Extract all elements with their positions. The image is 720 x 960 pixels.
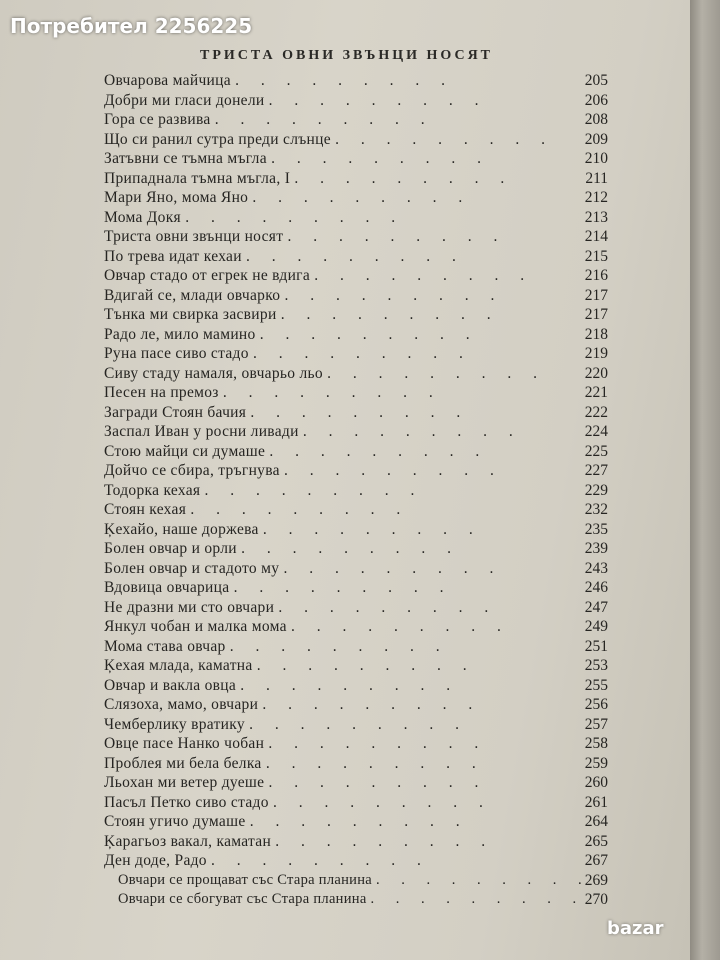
toc-leader-dots: . . . . . . . . .: [287, 228, 507, 245]
toc-entry-title-text: Затъвни се тъмна мъгла: [104, 150, 267, 167]
page-edge: [690, 0, 720, 960]
toc-entry-title-text: Не дразни ми сто овчари: [104, 598, 275, 616]
toc-entry-page: 243: [584, 559, 608, 577]
toc-entry-title: [104, 638, 449, 656]
toc-entry-title-text: По трева идат кехаи: [104, 247, 242, 265]
toc-entry-title: [104, 657, 476, 675]
toc-entry-title: [118, 872, 591, 889]
toc-entry-page: 247: [584, 598, 608, 616]
toc-entry: [104, 833, 608, 853]
toc-entry-title-text: Вдигай се, млади овчарко: [104, 286, 281, 304]
toc-entry-page: 235: [584, 520, 608, 538]
toc-entry: [104, 774, 608, 794]
toc-entry-title: [104, 443, 488, 461]
toc-entry: [104, 638, 608, 658]
toc-entry-page: 214: [584, 228, 608, 245]
toc-entry-title: [104, 716, 468, 734]
toc-entry-title-text: Мома става овчар: [104, 637, 226, 655]
toc-leader-dots: . . . . . . . . .: [294, 169, 514, 187]
toc-entry-title-text: Загради Стоян бачия: [104, 403, 247, 421]
toc-entry-page: 265: [584, 832, 608, 850]
toc-entry-title-text: Овчар стадо от егрек не вдига: [104, 267, 311, 284]
toc-entry-title: [104, 833, 494, 851]
toc-entry-page: 209: [584, 130, 608, 148]
toc-entry-title-text: Ķехая млада, каматна: [104, 657, 253, 674]
toc-entry-title: [104, 365, 546, 383]
toc-entry-page: 221: [584, 384, 608, 401]
toc-entry: [104, 735, 608, 755]
toc-entry-title-text: Песен на премоз: [104, 384, 219, 401]
toc-entry-page: 217: [584, 306, 608, 323]
toc-entry-title: [104, 92, 488, 110]
toc-leader-dots: . . . . . . . . .: [262, 696, 482, 713]
toc-entry-title: [104, 209, 404, 227]
toc-entry: [104, 462, 608, 482]
toc-entry-title-text: Заспал Иван у росни ливади: [104, 423, 299, 440]
toc-entry: [104, 365, 608, 385]
toc-entry: [104, 443, 608, 463]
toc-entry-page: 239: [584, 540, 608, 557]
toc-leader-dots: . . . . . . . . .: [211, 852, 430, 869]
toc-entry-title: [104, 462, 503, 480]
toc-entry: [104, 599, 608, 619]
toc-entry-title: [104, 228, 506, 246]
user-watermark: Потребител 2256225: [10, 14, 253, 38]
toc-entry: [104, 482, 608, 502]
toc-entry: [104, 677, 608, 697]
toc-entry: [104, 92, 608, 112]
toc-entry-title-text: Стоян угичо думаше: [104, 813, 246, 830]
toc-entry: [104, 384, 608, 404]
toc-entry: [104, 501, 608, 521]
toc-entry-title-text: Овчар и вакла овца: [104, 676, 237, 694]
toc-entry: [104, 267, 608, 287]
toc-entry-title-text: Стоян кехая: [104, 501, 187, 518]
toc-leader-dots: . . . . . . . . .: [185, 208, 405, 226]
toc-entry-title: [104, 423, 522, 441]
toc-entry-title: [104, 560, 502, 578]
toc-entry-title: [104, 345, 472, 363]
toc-entry-title-text: Пасъл Петко сиво стадо: [104, 793, 269, 811]
toc-entry: [104, 813, 608, 833]
toc-entry-page: 219: [584, 345, 608, 362]
toc-entry: [104, 131, 608, 151]
toc-entry-title-text: Ден доде, Радо: [104, 852, 207, 869]
toc-entry-title: [104, 618, 510, 636]
toc-leader-dots: . . . . . . . . .: [272, 793, 492, 811]
toc-entry-page: 229: [584, 481, 608, 499]
toc-entry-page: 224: [584, 423, 608, 440]
toc-entry-title: [104, 677, 459, 695]
toc-entry-title-text: Овце пасе Нанко чобан: [104, 735, 265, 752]
toc-entry-page: 220: [584, 364, 608, 382]
toc-entry-title-text: Руна пасе сиво стадо: [104, 345, 249, 362]
toc-entry-title-text: Триста овни звънци носят: [104, 228, 284, 245]
toc-entry-title: [104, 267, 533, 285]
toc-entry-title-text: Мома Докя: [104, 208, 181, 226]
toc-leader-dots: . . . . . . . . .: [214, 111, 434, 128]
toc-leader-dots: . . . . . . . . .: [249, 715, 468, 733]
toc-entry: [104, 618, 608, 638]
toc-entry: [104, 423, 608, 443]
toc-leader-dots: . . . . . . . . .: [229, 637, 449, 655]
toc-entry-title-text: Добри ми гласи донели: [104, 91, 265, 109]
toc-entry: [104, 404, 608, 424]
toc-entry-title: [104, 248, 465, 266]
toc-entry-title: [104, 540, 460, 558]
toc-entry-page: 206: [584, 91, 608, 109]
toc-entry-title-text: Ķехайо, наше доржева: [104, 520, 259, 538]
toc-leader-dots: . . . . . . . . .: [284, 286, 504, 304]
toc-leader-dots: . . . . . . . . .: [250, 403, 470, 421]
toc-entry-title-text: Овчари се сбогуват със Стара планина: [118, 891, 367, 907]
toc-entry-page: 253: [584, 657, 608, 674]
logo-text: bazar: [607, 918, 664, 939]
toc-leader-dots: . . . . . . . . .: [271, 150, 490, 167]
toc-entry-page: 251: [584, 637, 608, 655]
toc-entry-title-text: Проблея ми бела белка: [104, 754, 262, 772]
toc-entry-title: [104, 326, 479, 344]
toc-leader-dots: . . . . . . . . .: [375, 871, 591, 888]
toc-leader-dots: . . . . . . . . .: [256, 657, 476, 674]
toc-entry: [104, 228, 608, 248]
toc-entry-page: 232: [584, 501, 608, 518]
toc-entry-title-text: Ķарагьоз вакал, каматан: [104, 832, 272, 850]
toc-entry-title: [104, 599, 497, 617]
toc-entry: [104, 657, 608, 677]
toc-entry-page: 216: [584, 267, 608, 284]
toc-entry-title-text: Болен овчар и орли: [104, 540, 237, 557]
toc-leader-dots: . . . . . . . . .: [235, 72, 454, 89]
toc-entry-title-text: Чемберлику вратику: [104, 715, 245, 733]
toc-entry: [104, 306, 608, 326]
toc-entry: [104, 189, 608, 209]
toc-entry: [104, 326, 608, 346]
toc-entry-page: 258: [584, 735, 608, 752]
toc-entry-title: [104, 696, 481, 714]
toc-leader-dots: . . . . . . . . .: [291, 618, 510, 635]
toc-entry: [104, 716, 608, 736]
toc-entry-page: 217: [584, 286, 608, 304]
toc-entry-page: 249: [584, 618, 608, 635]
toc-leader-dots: . . . . . . . . .: [265, 754, 485, 772]
toc-entry-title: [104, 111, 434, 129]
toc-entry-title-text: Болен овчар и стадото му: [104, 559, 280, 577]
toc-entry-title: [104, 755, 485, 773]
toc-entry-title-text: Стою майци си думаше: [104, 442, 266, 460]
toc-leader-dots: . . . . . . . . .: [284, 462, 503, 479]
toc-entry-title-text: Що си ранил сутра преди слънце: [104, 130, 331, 148]
toc-leader-dots: . . . . . . . . .: [222, 384, 442, 401]
toc-entry-page: 259: [584, 754, 608, 772]
toc-entry-title-text: Вдовица овчарица: [104, 579, 230, 596]
toc-entry-title-text: Сиву стаду намаля, овчарьо льо: [104, 364, 323, 382]
toc-entry-page: 215: [584, 247, 608, 265]
toc-entry: [104, 852, 608, 872]
toc-leader-dots: . . . . . . . . .: [246, 247, 465, 265]
toc-entry-title: [104, 735, 487, 753]
toc-leader-dots: . . . . . . . . .: [268, 91, 488, 109]
toc-entry-title-text: Слязоха, мамо, овчари: [104, 696, 259, 713]
toc-leader-dots: . . . . . . . . .: [275, 832, 495, 850]
toc-entry-page: 212: [584, 189, 608, 206]
toc-entry-title: [104, 131, 554, 149]
toc-leader-dots: . . . . . . . . .: [241, 540, 460, 557]
toc-leader-dots: . . . . . . . . .: [370, 891, 586, 907]
bazar-logo: [607, 918, 664, 939]
toc-entry-page: 227: [584, 462, 608, 479]
toc-entry: [104, 287, 608, 307]
toc-entry-page: 269: [584, 871, 608, 889]
toc-entry-title-text: Мари Яно, мома Яно: [104, 189, 249, 206]
toc-entry-title: [104, 306, 500, 324]
toc-entry: [104, 345, 608, 365]
toc-entry-title: [104, 501, 409, 519]
toc-entry-title: [104, 150, 490, 168]
toc-entry-page: 205: [584, 72, 608, 89]
toc-entry-title-text: Радо ле, мило мамино: [104, 325, 256, 343]
toc-entry-title-text: Овчари се прощават със Стара планина: [118, 871, 373, 888]
toc-entry-title: [104, 579, 453, 597]
toc-leader-dots: . . . . . . . . .: [240, 676, 460, 694]
toc-entry: [104, 755, 608, 775]
toc-entry: [104, 560, 608, 580]
toc-entry-title: [104, 72, 454, 90]
toc-leader-dots: . . . . . . . . .: [280, 306, 500, 323]
toc-entry-title-text: Тънка ми свирка засвири: [104, 306, 277, 323]
toc-entry: [104, 794, 608, 814]
toc-entry: [104, 521, 608, 541]
toc-entry-title: [104, 384, 442, 402]
toc-leader-dots: . . . . . . . . .: [335, 130, 554, 148]
toc-entry-page: 257: [584, 715, 608, 733]
toc-entry-title-text: Припаднала тъмна мъгла, I: [104, 169, 291, 187]
toc-entry: [104, 72, 608, 92]
toc-entry: [104, 170, 608, 190]
toc-entry-page: 256: [584, 696, 608, 713]
toc-entry-title-text: Дойчо се сбира, тръгнува: [104, 462, 280, 479]
toc-leader-dots: . . . . . . . . .: [268, 774, 488, 791]
toc-entry-page: 218: [584, 325, 608, 343]
toc-entry-title-text: Овчарова майчица: [104, 72, 231, 89]
table-of-contents: [104, 72, 608, 911]
toc-entry-title: [104, 774, 487, 792]
toc-entry-page: 264: [584, 813, 608, 830]
toc-entry-title-text: Тодорка кехая: [104, 481, 201, 499]
toc-leader-dots: . . . . . . . . .: [283, 559, 503, 577]
page-title: ТРИСТА ОВНИ ЗВЪНЦИ НОСЯТ: [200, 48, 494, 63]
toc-entry-page: 246: [584, 579, 608, 596]
toc-entry: [104, 872, 608, 892]
toc-entry-page: 210: [584, 150, 608, 167]
toc-entry-page: 267: [584, 852, 608, 869]
toc-leader-dots: . . . . . . . . .: [278, 598, 498, 616]
toc-entry: [104, 696, 608, 716]
toc-entry-title: [118, 891, 585, 908]
toc-entry-title: [104, 189, 471, 207]
toc-leader-dots: . . . . . . . . .: [204, 481, 424, 499]
toc-entry-title: [104, 287, 503, 305]
toc-entry-page: 255: [584, 676, 608, 694]
toc-entry-title: [104, 521, 482, 539]
toc-leader-dots: . . . . . . . . .: [259, 325, 479, 343]
toc-entry-page: 208: [584, 111, 608, 128]
toc-entry: [104, 579, 608, 599]
toc-entry-page: 211: [585, 169, 608, 187]
toc-entry-title: [104, 852, 430, 870]
toc-entry: [104, 150, 608, 170]
toc-entry-page: 260: [584, 774, 608, 791]
toc-leader-dots: . . . . . . . . .: [302, 423, 522, 440]
toc-entry-page: 213: [584, 208, 608, 226]
toc-entry: [104, 540, 608, 560]
toc-leader-dots: . . . . . . . . .: [269, 442, 489, 460]
toc-entry-title: [104, 813, 469, 831]
toc-leader-dots: . . . . . . . . .: [249, 813, 469, 830]
toc-entry-page: 222: [584, 403, 608, 421]
toc-entry: [104, 891, 608, 911]
toc-leader-dots: . . . . . . . . .: [252, 345, 472, 362]
toc-entry-title-text: Гора се развива: [104, 111, 211, 128]
toc-leader-dots: . . . . . . . . .: [190, 501, 410, 518]
toc-entry: [104, 111, 608, 131]
toc-entry: [104, 248, 608, 268]
toc-leader-dots: . . . . . . . . .: [314, 267, 534, 284]
toc-entry-title: [104, 482, 423, 500]
toc-entry-title-text: Льохан ми ветер дуеше: [104, 774, 265, 791]
toc-entry-title: [104, 404, 469, 422]
toc-leader-dots: . . . . . . . . .: [327, 364, 547, 382]
toc-entry-page: 270: [584, 891, 608, 908]
toc-entry-title-text: Янкул чобан и малка мома: [104, 618, 287, 635]
toc-leader-dots: . . . . . . . . .: [268, 735, 488, 752]
toc-entry-title: [104, 794, 492, 812]
toc-entry-title: [104, 170, 513, 188]
toc-entry: [104, 209, 608, 229]
toc-leader-dots: . . . . . . . . .: [252, 189, 472, 206]
toc-leader-dots: . . . . . . . . .: [233, 579, 453, 596]
toc-entry-page: 225: [584, 442, 608, 460]
toc-leader-dots: . . . . . . . . .: [262, 520, 482, 538]
toc-entry-page: 261: [584, 793, 608, 811]
